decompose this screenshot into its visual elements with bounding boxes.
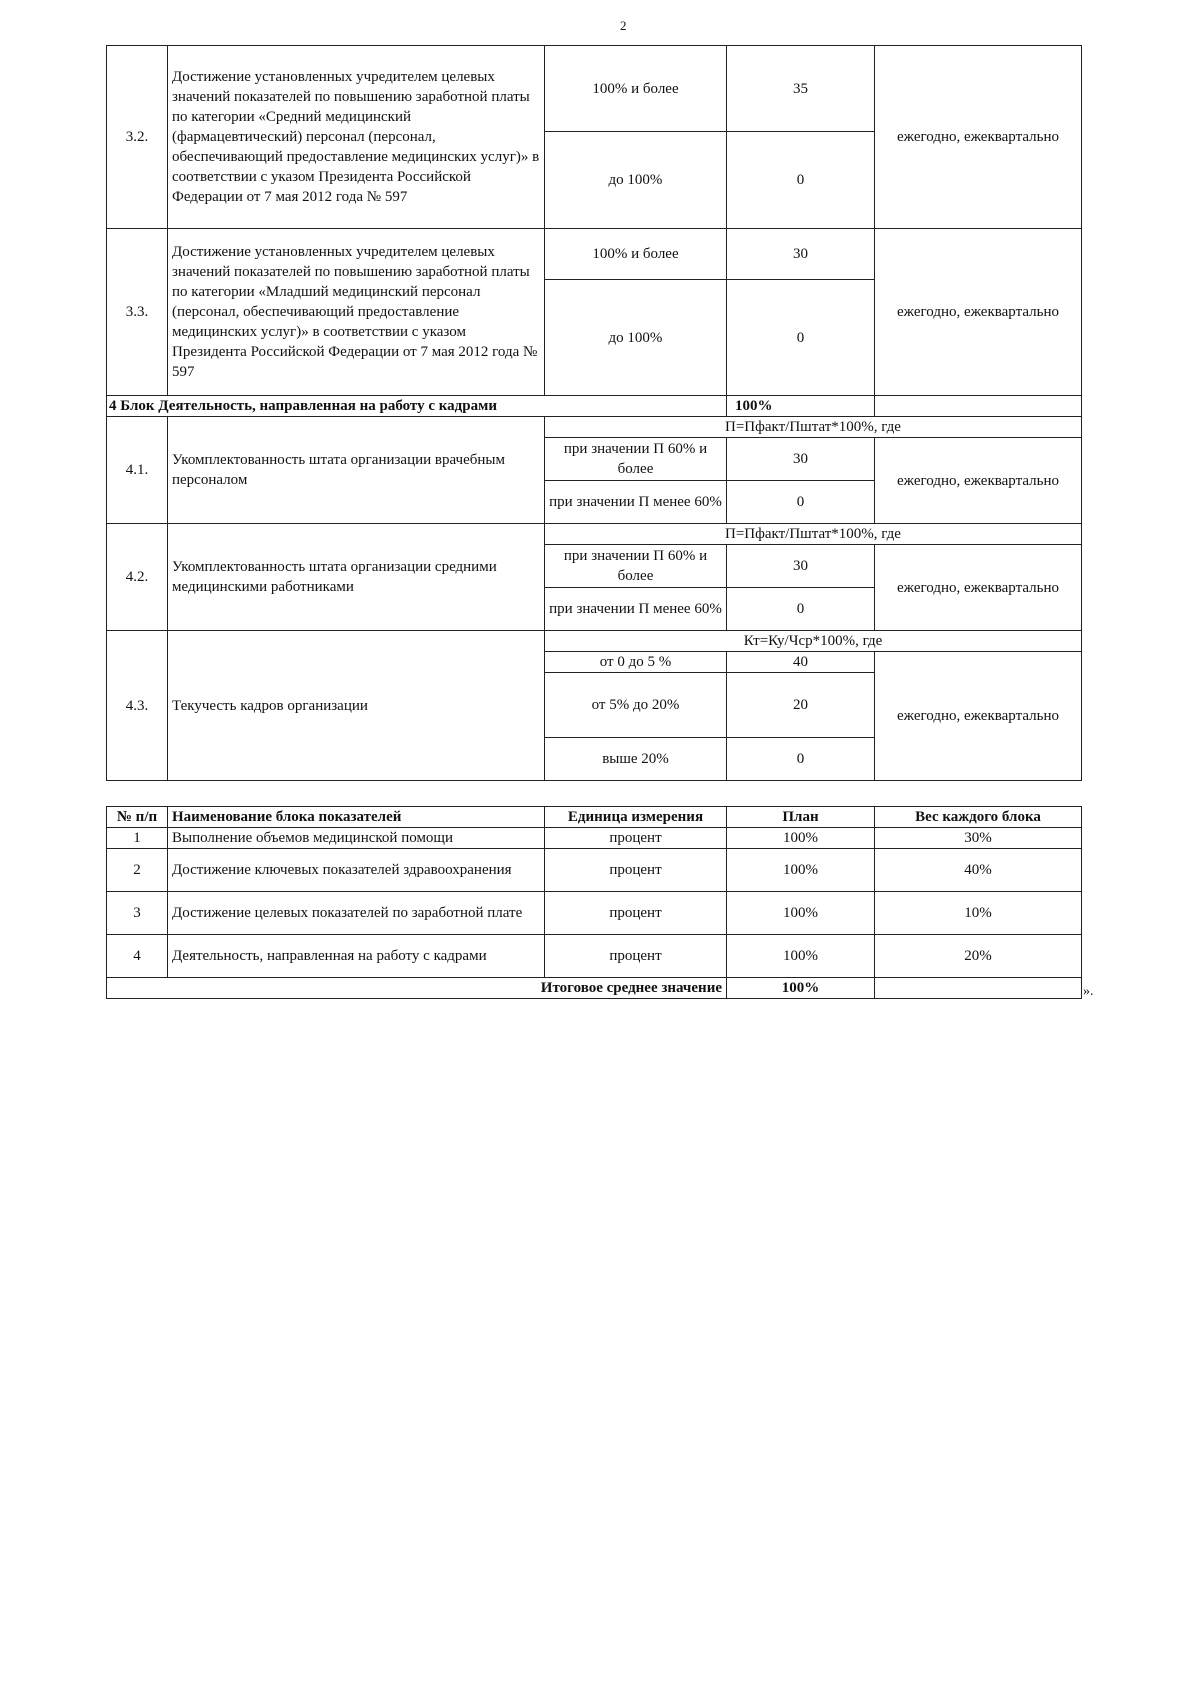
period-cell: ежегодно, ежеквартально	[875, 229, 1082, 396]
formula-cell: Кт=Ку/Чср*100%, где	[545, 631, 1082, 652]
header-cell: № п/п	[107, 807, 168, 828]
condition-cell: от 0 до 5 %	[545, 652, 727, 673]
score-cell: 0	[727, 280, 875, 396]
unit-cell: процент	[545, 935, 727, 978]
table-row	[107, 892, 1082, 935]
row-number: 3.3.	[107, 229, 168, 396]
indicator-name: Текучесть кадров организации	[168, 631, 545, 781]
row-number: 4.1.	[107, 417, 168, 524]
row-number: 4	[107, 935, 168, 978]
indicator-name: Укомплектованность штата организации средними медицинскими работниками	[168, 524, 545, 631]
condition-cell: выше 20%	[545, 738, 727, 781]
total-value: 100%	[727, 978, 875, 999]
condition-cell: при значении П 60% и более	[545, 545, 727, 588]
unit-cell: процент	[545, 849, 727, 892]
block-name: Деятельность, направленная на работу с кадрами	[168, 935, 545, 978]
plan-cell: 100%	[727, 849, 875, 892]
weight-cell: 10%	[875, 892, 1082, 935]
period-cell: ежегодно, ежеквартально	[875, 438, 1082, 524]
page-number: 2	[620, 18, 627, 33]
score-cell: 0	[727, 132, 875, 229]
condition-cell: при значении П менее 60%	[545, 588, 727, 631]
score-cell: 30	[727, 438, 875, 481]
table-row	[107, 631, 1082, 652]
table-row	[107, 417, 1082, 438]
block-title: 4 Блок Деятельность, направленная на работу с кадрами	[107, 396, 727, 417]
unit-cell: процент	[545, 892, 727, 935]
condition-cell: от 5% до 20%	[545, 673, 727, 738]
empty-cell	[875, 396, 1082, 417]
row-number: 1	[107, 828, 168, 849]
score-cell: 0	[727, 738, 875, 781]
condition-cell: при значении П менее 60%	[545, 481, 727, 524]
formula-cell: П=Пфакт/Пштат*100%, где	[545, 524, 1082, 545]
plan-cell: 100%	[727, 892, 875, 935]
indicator-name: Достижение установленных учредителем целевых значений показателей по повышению заработной платы по категории «Младший медицинский персонал (персонал, обеспечивающий предоставление медицинских услуг)» в соответствии с указом Президента Российской Федерации от 7 мая 2012 года № 597	[168, 229, 545, 396]
plan-cell: 100%	[727, 828, 875, 849]
row-number: 3.2.	[107, 46, 168, 229]
block-name: Достижение ключевых показателей здравоохранения	[168, 849, 545, 892]
table-row	[107, 46, 1082, 132]
closing-quote: ».	[1083, 984, 1094, 999]
indicator-name: Укомплектованность штата организации врачебным персоналом	[168, 417, 545, 524]
table-row	[107, 524, 1082, 545]
header-cell: Единица измерения	[545, 807, 727, 828]
summary-header-row	[107, 807, 1082, 828]
header-cell: План	[727, 807, 875, 828]
score-cell: 0	[727, 481, 875, 524]
score-cell: 35	[727, 46, 875, 132]
weight-cell: 30%	[875, 828, 1082, 849]
condition-cell: 100% и более	[545, 229, 727, 280]
score-cell: 0	[727, 588, 875, 631]
period-cell: ежегодно, ежеквартально	[875, 652, 1082, 781]
table-row	[107, 828, 1082, 849]
period-cell: ежегодно, ежеквартально	[875, 545, 1082, 631]
weight-cell: 20%	[875, 935, 1082, 978]
total-label: Итоговое среднее значение	[107, 978, 727, 999]
row-number: 2	[107, 849, 168, 892]
plan-cell: 100%	[727, 935, 875, 978]
score-cell: 20	[727, 673, 875, 738]
indicator-name: Достижение установленных учредителем целевых значений показателей по повышению заработной платы по категории «Средний медицинский (фармацевтический) персонал (персонал, обеспечивающий предоставление медицинских услуг)» в соответствии с указом Президента Российской Федерации от 7 мая 2012 года № 597	[168, 46, 545, 229]
condition-cell: до 100%	[545, 280, 727, 396]
total-row	[107, 978, 1082, 999]
block-name: Достижение целевых показателей по заработной плате	[168, 892, 545, 935]
weight-cell: 40%	[875, 849, 1082, 892]
condition-cell: до 100%	[545, 132, 727, 229]
summary-table	[106, 806, 1082, 999]
condition-cell: 100% и более	[545, 46, 727, 132]
block-name: Выполнение объемов медицинской помощи	[168, 828, 545, 849]
score-cell: 30	[727, 229, 875, 280]
row-number: 3	[107, 892, 168, 935]
table-row	[107, 935, 1082, 978]
empty-cell	[875, 978, 1082, 999]
header-cell: Вес каждого блока	[875, 807, 1082, 828]
table-row	[107, 849, 1082, 892]
header-cell: Наименование блока показателей	[168, 807, 545, 828]
table-row	[107, 229, 1082, 280]
condition-cell: при значении П 60% и более	[545, 438, 727, 481]
score-cell: 30	[727, 545, 875, 588]
block-value: 100%	[727, 396, 875, 417]
period-cell: ежегодно, ежеквартально	[875, 46, 1082, 229]
block-header-row	[107, 396, 1082, 417]
row-number: 4.2.	[107, 524, 168, 631]
row-number: 4.3.	[107, 631, 168, 781]
unit-cell: процент	[545, 828, 727, 849]
formula-cell: П=Пфакт/Пштат*100%, где	[545, 417, 1082, 438]
indicators-table	[106, 45, 1082, 781]
score-cell: 40	[727, 652, 875, 673]
